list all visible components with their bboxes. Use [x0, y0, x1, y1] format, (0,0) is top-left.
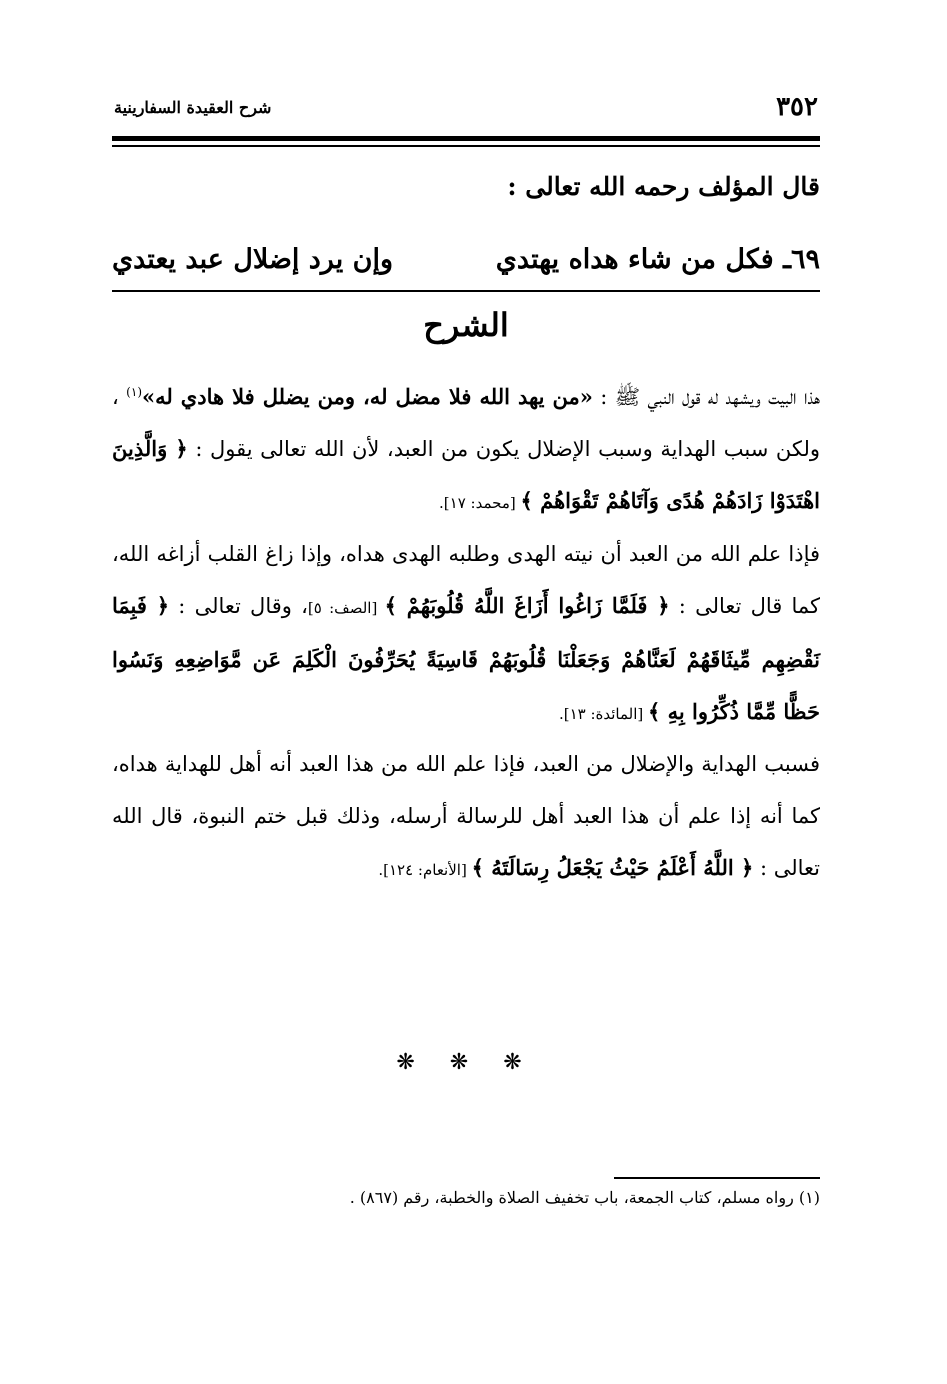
running-header [112, 92, 820, 124]
footnote-marker: (١) [126, 385, 142, 399]
quran-verse-2: ﴿ فَلَمَّا زَاغُوا أَزَاغَ اللَّهُ قُلُوبَهُمْ ﴾ [384, 593, 670, 618]
p1-text-1: هذا البيت ويشهد له قول النبي ﷺ : [592, 385, 820, 409]
author-intro-line: قال المؤلف رحمه الله تعالى : [507, 172, 820, 201]
paragraph-2 [112, 528, 820, 740]
footnote-rule [614, 1177, 820, 1179]
verse-first-hemistich: ٦٩ـ فكل من شاء هداه يهتدي [495, 244, 820, 275]
book-title: شرح العقيدة السفارينية [114, 98, 272, 117]
page-number: ٣٥٢ [776, 92, 818, 122]
verse-underline [112, 290, 820, 292]
footnote: (١) رواه مسلم، كتاب الجمعة، باب تخفيف الصلاة والخطبة، رقم (٨٦٧) . [349, 1188, 820, 1207]
hadith-quote: «من يهد الله فلا مضل له، ومن يضلل فلا هادي له» [142, 384, 593, 409]
quran-verse-4: ﴿ اللَّهُ أَعْلَمُ حَيْثُ يَجْعَلُ رِسَالَتَهُ ﴾ [471, 855, 754, 880]
paragraph-1 [112, 366, 820, 529]
paragraph-3 [112, 738, 820, 896]
p3-text-1: فسبب الهداية والإضلال من العبد، فإذا علم الله من هذا العبد أنه أهل للهداية هداه، كما أنه إذا علم أن هذا العبد أهل للرسالة أرسله، وذلك قبل ختم النبوة، قال الله تعالى : [112, 752, 820, 880]
p2-text-1: فإذا علم الله من العبد أن نيته الهدى وطلبه الهدى هداه، وإذا زاغ القلب أزاغه الله، كما قال تعالى : [112, 542, 821, 618]
quran-verse-3: ﴿ فَبِمَا نَقْضِهِم مِّيثَاقَهُمْ لَعَنَّاهُمْ وَجَعَلْنَا قُلُوبَهُمْ قَاسِيَةً يُحَرِّفُونَ الْكَلِمَ عَن مَّوَاضِعِهِ وَنَسُوا حَظًّا مِّمَّا ذُكِّرُوا بِهِ ﴾ [112, 593, 820, 724]
p2-text-2: ، وقال تعالى : [169, 594, 308, 618]
section-heading: الشرح [423, 306, 509, 344]
section-separator: ❋ ❋ ❋ [396, 1050, 536, 1075]
quran-reference-1: [محمد: ١٧]. [439, 494, 521, 512]
book-page [112, 0, 820, 1384]
quran-reference-3: [المائدة: ١٣]. [558, 705, 649, 723]
quran-verse-1: ﴿ وَالَّذِينَ اهْتَدَوْا زَادَهُمْ هُدًى وَآتَاهُمْ تَقْوَاهُمْ ﴾ [112, 436, 820, 513]
poem-verse [112, 244, 820, 288]
header-rule-thin [112, 145, 820, 147]
p1-text-2: ، ولكن سبب الهداية وسبب الإضلال يكون من العبد، لأن الله تعالى يقول : [112, 385, 821, 461]
header-rule-thick [112, 136, 820, 141]
quran-reference-2: [الصف: ٥] [307, 599, 385, 617]
quran-reference-4: [الأنعام: ١٢٤]. [378, 861, 472, 879]
verse-second-hemistich: وإن يرد إضلال عبد يعتدي [112, 244, 393, 275]
